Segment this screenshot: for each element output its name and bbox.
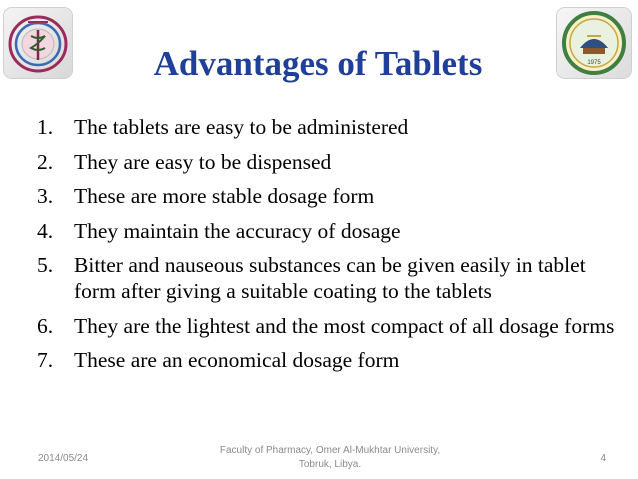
list-item-text: These are more stable dosage form (74, 184, 375, 208)
list-item-text: The tablets are easy to be administered (74, 115, 409, 139)
university-seal (557, 8, 631, 78)
footer-institution-line2: Tobruk, Libya. (298, 459, 362, 470)
list-item (0, 149, 638, 175)
university-seal-icon (557, 8, 631, 78)
footer-date: 2014/05/24 (38, 453, 89, 464)
footer-institution (210, 444, 450, 472)
list-item (0, 218, 638, 244)
seal-year: 1975 (587, 60, 601, 66)
slide-title: Advantages of Tablets (153, 44, 483, 83)
footer-institution-line1: Faculty of Pharmacy, Omer Al-Mukhtar University, (219, 445, 441, 456)
list-item (0, 114, 638, 140)
footer-page-number: 4 (600, 453, 606, 464)
list-item-number: 2. (37, 149, 54, 174)
list-item (0, 183, 638, 209)
list-item-text: They are easy to be dispensed (74, 149, 332, 174)
list-item-text: They are the lightest and the most compact of all dosage forms (74, 313, 615, 338)
list-item-number: 6. (37, 313, 54, 338)
list-item-number: 5. (37, 253, 54, 277)
list-item (0, 313, 638, 339)
pharmacy-faculty-logo-icon (4, 8, 72, 78)
list-item-text: They maintain the accuracy of dosage (74, 218, 401, 243)
list-item-text: These are an economical dosage form (74, 348, 400, 372)
list-item-number: 7. (37, 348, 54, 372)
list-item-number: 1. (37, 115, 54, 139)
list-item-number: 4. (37, 218, 54, 243)
advantages-list (0, 114, 638, 382)
list-item-number: 3. (37, 184, 54, 208)
list-item-text: Bitter and nauseous substances can be given easily in tablet form after giving a suitable coating to the tablets (74, 253, 586, 303)
list-item (0, 252, 638, 304)
pharmacy-faculty-logo (4, 8, 72, 78)
list-item (0, 347, 638, 373)
